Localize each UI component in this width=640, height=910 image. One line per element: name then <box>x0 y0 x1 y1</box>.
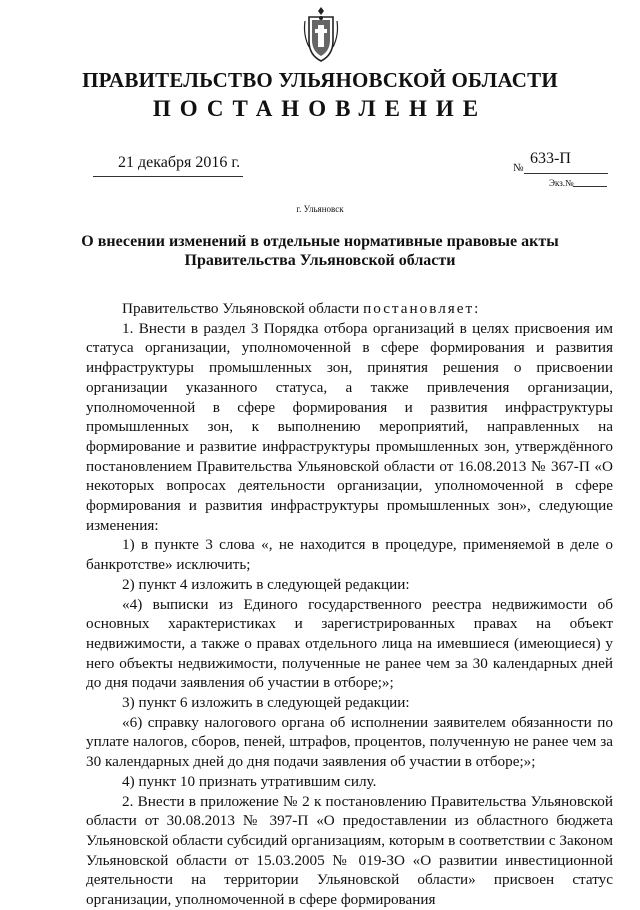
paragraph-4: «4) выписки из Единого государственного реестра недвижимости об основных характеристиках и зарегистрированных правах на объект недвижимости, а также о правах отдельного лица на имевшиеся (имеющиеся) у него объекты недвижимости, полученные не ранее чем за 30 календарных дней до дня подачи заявления об участии в отборе;»; <box>86 595 613 692</box>
decree-title <box>0 232 640 270</box>
decree-number: 633-П <box>530 150 571 167</box>
decree-date: 21 декабря 2016 г. <box>118 154 241 171</box>
intro-verb: постановляет: <box>363 300 481 317</box>
title-line-2: Правительства Ульяновской области <box>184 252 456 269</box>
paragraph-8: 2. Внести в приложение № 2 к постановлению Правительства Ульяновской области от 30.08.2013 № 397-П «О предоставлении из областного бюджета Ульяновской области субсидий организациям, которым в соответствии с Законом Ульяновской области от 15.03.2005 № 019-ЗО «О развитии инвестиционной деятельности на территории Ульяновской области» присвоен статус организации, уполномоченной в сфере формирования <box>86 792 613 909</box>
government-name: ПРАВИТЕЛЬСТВО УЛЬЯНОВСКОЙ ОБЛАСТИ <box>82 68 558 92</box>
paragraph-7: 4) пункт 10 признать утратившим силу. <box>122 772 377 790</box>
number-underline <box>524 173 608 174</box>
document-type: ПОСТАНОВЛЕНИЕ <box>152 96 488 121</box>
paragraph-1: 1. Внести в раздел 3 Порядка отбора организаций в целях присвоения им статуса организации, уполномоченной в сфере формирования и развития инфраструктуры промышленных зон, принятия решения о присвоении организации указанного статуса, а также привлечения организации, уполномоченной в сфере формирования и развития инфраструктуры промышленных зон, к выполнению мероприятий, направленных на формирование и развитие инфраструктуры промышленных зон, утверждённого постановлением Правительства Ульяновской области от 16.08.2013 № 367-П «О некоторых вопросах деятельности организации, уполномоченной в сфере формирования и развития инфраструктуры промышленных зон», следующие изменения: <box>86 319 613 534</box>
decree-body <box>86 299 613 910</box>
number-prefix: № <box>513 162 524 174</box>
paragraph-5: 3) пункт 6 изложить в следующей редакции: <box>122 694 410 712</box>
copy-label: Экз.№ <box>549 178 574 188</box>
city: г. Ульяновск <box>296 204 344 214</box>
copy-underline <box>573 186 607 187</box>
paragraph-2: 1) в пункте 3 слова «, не находится в процедуре, применяемой в деле о банкротстве» исключить; <box>86 536 613 574</box>
date-underline <box>93 176 243 177</box>
title-line-1: О внесении изменений в отдельные нормативные правовые акты <box>81 233 559 250</box>
coat-of-arms-icon <box>301 5 341 63</box>
intro-paragraph <box>86 299 613 319</box>
paragraph-3: 2) пункт 4 изложить в следующей редакции: <box>122 575 410 593</box>
paragraph-6: «6) справку налогового органа об исполнении заявителем обязанности по уплате налогов, сборов, пеней, штрафов, процентов, полученную не ранее чем за 30 календарных дней до дня подачи заявления об участии в отборе;»; <box>86 713 613 771</box>
intro-subject: Правительство Ульяновской области <box>122 300 360 317</box>
